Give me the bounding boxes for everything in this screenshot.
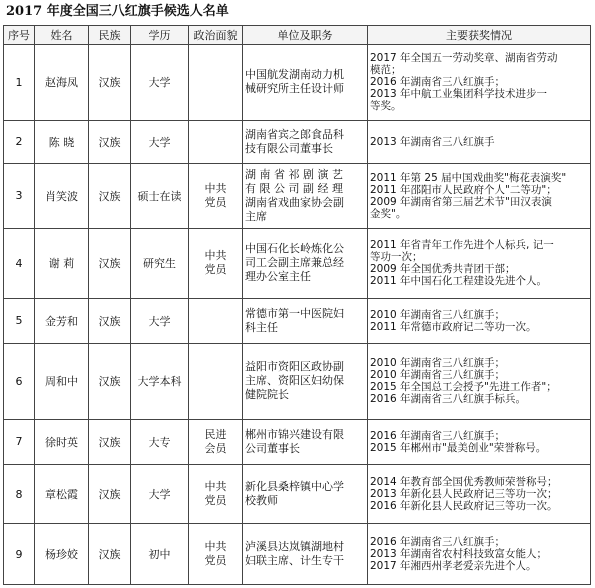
cell-no: 9 xyxy=(4,524,35,585)
table-row xyxy=(4,163,591,228)
award-line: 2010 年湖南省三八红旗手； xyxy=(370,308,506,321)
cell-ethnicity: 汉族 xyxy=(89,524,131,585)
cell-no: 8 xyxy=(4,465,35,524)
table-row xyxy=(4,298,591,343)
job-line: 公司董事长 xyxy=(245,441,300,455)
cell-education: 大学 xyxy=(131,465,189,524)
cell-politics: 中共 党员 xyxy=(189,163,243,228)
cell-ethnicity: 汉族 xyxy=(89,228,131,298)
job-line: 中国石化长岭炼化公 xyxy=(245,242,344,256)
table-row xyxy=(4,344,591,420)
cell-awards xyxy=(368,228,591,298)
cell-awards xyxy=(368,465,591,524)
table-row xyxy=(4,45,591,121)
cell-no: 2 xyxy=(4,120,35,163)
cell-name: 徐时英 xyxy=(35,419,89,464)
award-line: 2013 年湖南省三八红旗手 xyxy=(370,135,495,148)
job-line: 中国航发湖南动力机 xyxy=(245,68,344,82)
cell-awards xyxy=(368,45,591,121)
job-line: 郴州市锦兴建设有限 xyxy=(245,427,344,441)
award-line: 2013 年湖南省农村科技致富女能人； xyxy=(370,548,548,561)
job-line: 主席 xyxy=(245,209,267,223)
cell-education: 大专 xyxy=(131,419,189,464)
cell-no: 7 xyxy=(4,419,35,464)
award-line: 等功一次； xyxy=(370,251,423,264)
cell-name: 杨珍姣 xyxy=(35,524,89,585)
cell-awards xyxy=(368,163,591,228)
table-row xyxy=(4,419,591,464)
col-header-politics: 政治面貌 xyxy=(189,26,243,45)
cell-name: 章松霞 xyxy=(35,465,89,524)
award-line: 金奖"。 xyxy=(370,207,407,220)
job-line: 科主任 xyxy=(245,320,278,334)
col-header-job: 单位及职务 xyxy=(243,26,368,45)
job-line: 校教师 xyxy=(245,494,278,508)
award-line: 2017 年全国五一劳动奖章、湖南省劳动 xyxy=(370,52,558,65)
cell-job xyxy=(243,465,368,524)
award-line: 2011 年邵阳市人民政府个人"二等功"； xyxy=(370,183,557,196)
cell-job xyxy=(243,163,368,228)
award-line: 2014 年教育部全国优秀教师荣誉称号； xyxy=(370,476,558,489)
job-line: 主席、资阳区妇幼保 xyxy=(245,374,344,388)
cell-no: 1 xyxy=(4,45,35,121)
cell-awards xyxy=(368,419,591,464)
job-line: 有 限 公 司 副 经 理 xyxy=(245,181,343,195)
cell-politics: 中共 党员 xyxy=(189,465,243,524)
col-header-awards: 主要获奖情况 xyxy=(368,26,591,45)
cell-name: 金芳和 xyxy=(35,298,89,343)
award-line: 2016 年新化县人民政府记三等功一次。 xyxy=(370,500,558,513)
award-line: 2015 年全国总工会授予"先进工作者"； xyxy=(370,381,557,394)
cell-name: 谢 莉 xyxy=(35,228,89,298)
award-line: 2011 年常德市政府记二等功一次。 xyxy=(370,320,537,333)
cell-politics: 中共 党员 xyxy=(189,524,243,585)
award-line: 等奖。 xyxy=(370,100,402,113)
cell-politics xyxy=(189,344,243,420)
table-row xyxy=(4,228,591,298)
table-row xyxy=(4,465,591,524)
table-body xyxy=(4,45,591,585)
job-line: 械研究所主任设计师 xyxy=(245,82,344,96)
award-line: 2011 年省青年工作先进个人标兵, 记一 xyxy=(370,239,554,252)
cell-name: 陈 晓 xyxy=(35,120,89,163)
cell-politics xyxy=(189,298,243,343)
job-line: 理办公室主任 xyxy=(245,270,311,284)
col-header-ethnicity: 民族 xyxy=(89,26,131,45)
cell-awards xyxy=(368,298,591,343)
award-line: 2015 年郴州市"最美创业"荣誉称号。 xyxy=(370,441,547,454)
col-header-name: 姓名 xyxy=(35,26,89,45)
job-line: 湖南省戏曲家协会副 xyxy=(245,195,344,209)
col-header-education: 学历 xyxy=(131,26,189,45)
job-line: 益阳市资阳区政协副 xyxy=(245,360,344,374)
cell-politics xyxy=(189,45,243,121)
cell-no: 4 xyxy=(4,228,35,298)
cell-no: 3 xyxy=(4,163,35,228)
candidate-table xyxy=(3,25,591,585)
cell-education: 大学本科 xyxy=(131,344,189,420)
award-line: 2010 年湖南省三八红旗手； xyxy=(370,357,506,370)
cell-job xyxy=(243,524,368,585)
cell-politics: 中共 党员 xyxy=(189,228,243,298)
table-row xyxy=(4,524,591,585)
table-row xyxy=(4,120,591,163)
cell-name: 肖笑波 xyxy=(35,163,89,228)
cell-awards xyxy=(368,120,591,163)
cell-ethnicity: 汉族 xyxy=(89,298,131,343)
cell-no: 6 xyxy=(4,344,35,420)
cell-politics: 民进 会员 xyxy=(189,419,243,464)
award-line: 2011 年第 25 届中国戏曲奖"梅花表演奖" xyxy=(370,171,567,184)
job-line: 技有限公司董事长 xyxy=(245,141,333,155)
col-header-no: 序号 xyxy=(4,26,35,45)
cell-ethnicity: 汉族 xyxy=(89,120,131,163)
cell-education: 大学 xyxy=(131,120,189,163)
award-line: 2010 年湖南省三八红旗手； xyxy=(370,369,506,382)
document-title: 2017 年度全国三八红旗手候选人名单 xyxy=(6,4,229,19)
award-line: 2013 年新化县人民政府记三等功一次； xyxy=(370,488,558,501)
job-line: 湖 南 省 祁 剧 演 艺 xyxy=(245,167,343,181)
award-line: 模范； xyxy=(370,64,402,77)
cell-ethnicity: 汉族 xyxy=(89,344,131,420)
award-line: 2016 年湖南省三八红旗手； xyxy=(370,429,506,442)
cell-job xyxy=(243,298,368,343)
cell-ethnicity: 汉族 xyxy=(89,45,131,121)
job-line: 健院院长 xyxy=(245,388,289,402)
award-line: 2009 年湖南省第三届艺术节"田汉表演 xyxy=(370,195,552,208)
award-line: 2016 年湖南省三八红旗手； xyxy=(370,76,506,89)
award-line: 2016 年湖南省三八红旗手； xyxy=(370,536,506,549)
cell-job xyxy=(243,45,368,121)
cell-education: 硕士在读 xyxy=(131,163,189,228)
job-line: 妇联主席、计生专干 xyxy=(245,554,344,568)
job-line: 泸溪县达岚镇湖地村 xyxy=(245,540,344,554)
cell-education: 初中 xyxy=(131,524,189,585)
cell-education: 大学 xyxy=(131,45,189,121)
award-line: 2011 年中国石化工程建设先进个人。 xyxy=(370,275,548,288)
award-line: 2017 年湘西州孝老爱亲先进个人。 xyxy=(370,560,537,573)
cell-ethnicity: 汉族 xyxy=(89,419,131,464)
cell-awards xyxy=(368,524,591,585)
cell-job xyxy=(243,228,368,298)
cell-education: 大学 xyxy=(131,298,189,343)
cell-politics xyxy=(189,120,243,163)
job-line: 新化县桑梓镇中心学 xyxy=(245,480,344,494)
cell-ethnicity: 汉族 xyxy=(89,465,131,524)
cell-job xyxy=(243,120,368,163)
cell-name: 赵海凤 xyxy=(35,45,89,121)
award-line: 2013 年中航工业集团科学技术进步一 xyxy=(370,88,548,101)
cell-education: 研究生 xyxy=(131,228,189,298)
cell-ethnicity: 汉族 xyxy=(89,163,131,228)
cell-job xyxy=(243,344,368,420)
cell-no: 5 xyxy=(4,298,35,343)
cell-awards xyxy=(368,344,591,420)
job-line: 常德市第一中医院妇 xyxy=(245,306,344,320)
award-line: 2016 年湖南省三八红旗手标兵。 xyxy=(370,393,527,406)
job-line: 司工会副主席兼总经 xyxy=(245,256,344,270)
award-line: 2009 年全国优秀共青团干部； xyxy=(370,263,516,276)
cell-name: 周和中 xyxy=(35,344,89,420)
cell-job xyxy=(243,419,368,464)
table-header-row xyxy=(4,26,591,45)
job-line: 湖南省宾之郎食品科 xyxy=(245,127,344,141)
